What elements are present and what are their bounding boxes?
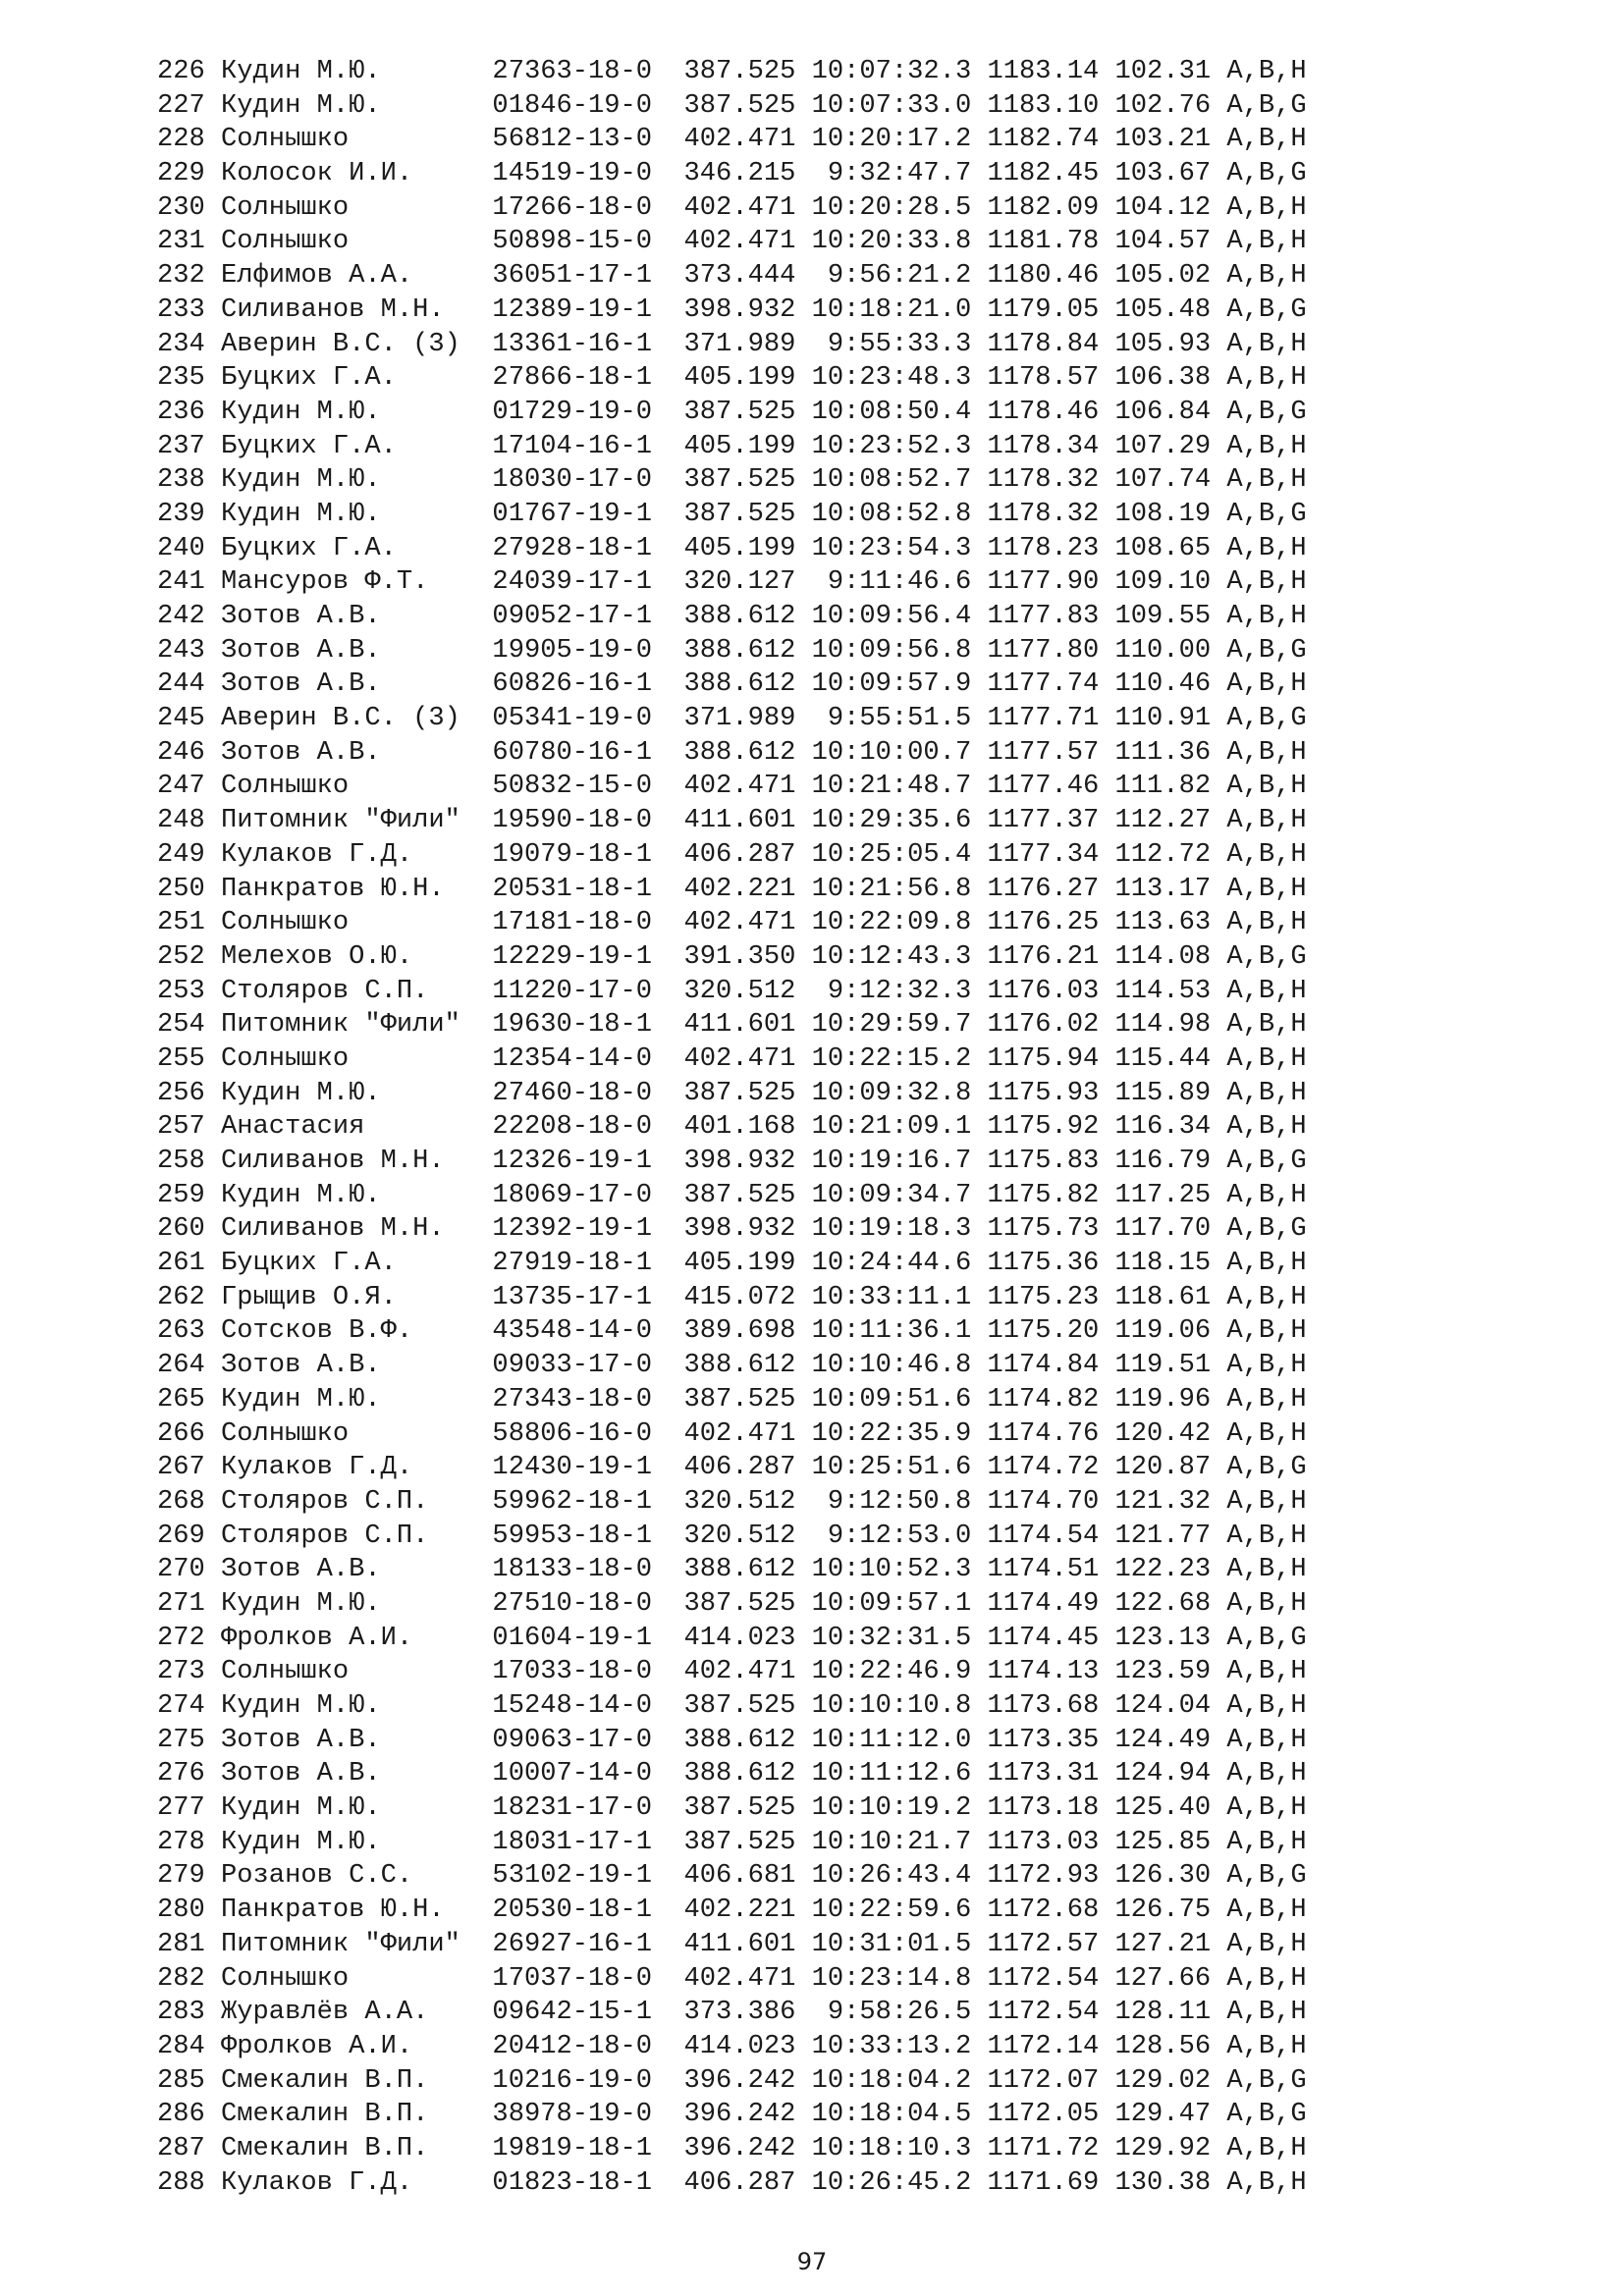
table-row: 280 Панкратов Ю.Н. 20530-18-1 402.221 10:22:59.6 1172.68 126.75 A,B,H [157, 1895, 1307, 1926]
table-row: 240 Буцких Г.А. 27928-18-1 405.199 10:23:54.3 1178.23 108.65 A,B,H [157, 532, 1307, 563]
table-row: 249 Кулаков Г.Д. 19079-18-1 406.287 10:25:05.4 1177.34 112.72 A,B,H [157, 838, 1307, 870]
table-row: 266 Солнышко 58806-16-0 402.471 10:22:35.9 1174.76 120.42 A,B,H [157, 1417, 1307, 1449]
table-row: 268 Столяров С.П. 59962-18-1 320.512 9:12:50.8 1174.70 121.32 A,B,H [157, 1485, 1307, 1517]
table-row: 285 Смекалин В.П. 10216-19-0 396.242 10:18:04.2 1172.07 129.02 A,B,G [157, 2064, 1307, 2096]
table-row: 265 Кудин М.Ю. 27343-18-0 387.525 10:09:51.6 1174.82 119.96 A,B,H [157, 1383, 1307, 1415]
table-row: 282 Солнышко 17037-18-0 402.471 10:23:14.8 1172.54 127.66 A,B,H [157, 1962, 1307, 1994]
table-row: 274 Кудин М.Ю. 15248-14-0 387.525 10:10:10.8 1173.68 124.04 A,B,H [157, 1690, 1307, 1721]
table-row: 258 Силиванов М.Н. 12326-19-1 398.932 10:19:16.7 1175.83 116.79 A,B,G [157, 1146, 1307, 1176]
table-row: 253 Столяров С.П. 11220-17-0 320.512 9:12:32.3 1176.03 114.53 A,B,H [157, 975, 1307, 1006]
table-row: 228 Солнышко 56812-13-0 402.471 10:20:17.2 1182.74 103.21 A,B,H [157, 124, 1307, 155]
table-row: 256 Кудин М.Ю. 27460-18-0 387.525 10:09:32.8 1175.93 115.89 A,B,H [157, 1077, 1307, 1108]
table-row: 236 Кудин М.Ю. 01729-19-0 387.525 10:08:50.4 1178.46 106.84 A,B,G [157, 396, 1307, 427]
table-row: 250 Панкратов Ю.Н. 20531-18-1 402.221 10:21:56.8 1176.27 113.17 A,B,H [157, 873, 1307, 904]
table-row: 276 Зотов А.В. 10007-14-0 388.612 10:11:12.6 1173.31 124.94 A,B,H [157, 1758, 1307, 1789]
table-row: 247 Солнышко 50832-15-0 402.471 10:21:48.7 1177.46 111.82 A,B,H [157, 771, 1307, 802]
page-number: 97 [796, 2248, 828, 2275]
table-row: 252 Мелехов О.Ю. 12229-19-1 391.350 10:12:43.3 1176.21 114.08 A,B,G [157, 940, 1307, 972]
table-row: 226 Кудин М.Ю. 27363-18-0 387.525 10:07:32.3 1183.14 102.31 A,B,H [157, 56, 1307, 86]
table-row: 277 Кудин М.Ю. 18231-17-0 387.525 10:10:19.2 1173.18 125.40 A,B,H [157, 1792, 1307, 1824]
table-row: 263 Сотсков В.Ф. 43548-14-0 389.698 10:11:36.1 1175.20 119.06 A,B,H [157, 1315, 1307, 1347]
table-row: 273 Солнышко 17033-18-0 402.471 10:22:46.9 1174.13 123.59 A,B,H [157, 1656, 1307, 1687]
table-row: 231 Солнышко 50898-15-0 402.471 10:20:33.8 1181.78 104.57 A,B,H [157, 226, 1307, 257]
table-row: 278 Кудин М.Ю. 18031-17-1 387.525 10:10:21.7 1173.03 125.85 A,B,H [157, 1826, 1307, 1857]
table-row: 242 Зотов А.В. 09052-17-1 388.612 10:09:56.4 1177.83 109.55 A,B,H [157, 601, 1307, 631]
table-row: 283 Журавлёв А.А. 09642-15-1 373.386 9:58:26.5 1172.54 128.11 A,B,H [157, 1997, 1307, 2028]
table-row: 286 Смекалин В.П. 38978-19-0 396.242 10:18:04.5 1172.05 129.47 A,B,G [157, 2099, 1307, 2130]
table-row: 288 Кулаков Г.Д. 01823-18-1 406.287 10:26:45.2 1171.69 130.38 A,B,H [157, 2166, 1307, 2198]
table-row: 287 Смекалин В.П. 19819-18-1 396.242 10:18:10.3 1171.72 129.92 A,B,H [157, 2132, 1307, 2163]
table-row: 244 Зотов А.В. 60826-16-1 388.612 10:09:57.9 1177.74 110.46 A,B,H [157, 668, 1307, 700]
table-row: 235 Буцких Г.А. 27866-18-1 405.199 10:23:48.3 1178.57 106.38 A,B,H [157, 362, 1307, 394]
table-row: 279 Розанов С.С. 53102-19-1 406.681 10:26:43.4 1172.93 126.30 A,B,G [157, 1860, 1307, 1892]
table-row: 270 Зотов А.В. 18133-18-0 388.612 10:10:52.3 1174.51 122.23 A,B,H [157, 1554, 1307, 1585]
table-row: 245 Аверин В.С. (3) 05341-19-0 371.989 9:55:51.5 1177.71 110.91 A,B,G [157, 703, 1307, 734]
table-row: 260 Силиванов М.Н. 12392-19-1 398.932 10:19:18.3 1175.73 117.70 A,B,G [157, 1213, 1307, 1245]
table-row: 269 Столяров С.П. 59953-18-1 320.512 9:12:53.0 1174.54 121.77 A,B,H [157, 1520, 1307, 1551]
table-row: 251 Солнышко 17181-18-0 402.471 10:22:09.8 1176.25 113.63 A,B,H [157, 907, 1307, 938]
table-row: 261 Буцких Г.А. 27919-18-1 405.199 10:24:44.6 1175.36 118.15 A,B,H [157, 1248, 1307, 1279]
table-row: 257 Анастасия 22208-18-0 401.168 10:21:09.1 1175.92 116.34 A,B,H [157, 1111, 1307, 1143]
table-row: 272 Фролков А.И. 01604-19-1 414.023 10:32:31.5 1174.45 123.13 A,B,G [157, 1622, 1307, 1653]
table-row: 233 Силиванов М.Н. 12389-19-1 398.932 10:18:21.0 1179.05 105.48 A,B,G [157, 294, 1307, 325]
table-row: 284 Фролков А.И. 20412-18-0 414.023 10:33:13.2 1172.14 128.56 A,B,H [157, 2030, 1307, 2061]
table-row: 248 Питомник "Фили" 19590-18-0 411.601 10:29:35.6 1177.37 112.27 A,B,H [157, 805, 1307, 836]
table-row: 255 Солнышко 12354-14-0 402.471 10:22:15.2 1175.94 115.44 A,B,H [157, 1042, 1307, 1074]
table-row: 267 Кулаков Г.Д. 12430-19-1 406.287 10:25:51.6 1174.72 120.87 A,B,G [157, 1452, 1307, 1483]
table-row: 239 Кудин М.Ю. 01767-19-1 387.525 10:08:52.8 1178.32 108.19 A,B,G [157, 498, 1307, 529]
table-row: 259 Кудин М.Ю. 18069-17-0 387.525 10:09:34.7 1175.82 117.25 A,B,H [157, 1179, 1307, 1210]
table-row: 275 Зотов А.В. 09063-17-0 388.612 10:11:12.0 1173.35 124.49 A,B,H [157, 1724, 1307, 1755]
table-row: 238 Кудин М.Ю. 18030-17-0 387.525 10:08:52.7 1178.32 107.74 A,B,H [157, 464, 1307, 496]
table-row: 262 Грыщив О.Я. 13735-17-1 415.072 10:33:11.1 1175.23 118.61 A,B,H [157, 1281, 1307, 1312]
table-row: 237 Буцких Г.А. 17104-16-1 405.199 10:23:52.3 1178.34 107.29 A,B,H [157, 430, 1307, 461]
table-row: 246 Зотов А.В. 60780-16-1 388.612 10:10:00.7 1177.57 111.36 A,B,H [157, 736, 1307, 768]
table-row: 241 Мансуров Ф.Т. 24039-17-1 320.127 9:11:46.6 1177.90 109.10 A,B,H [157, 566, 1307, 598]
table-row: 271 Кудин М.Ю. 27510-18-0 387.525 10:09:57.1 1174.49 122.68 A,B,H [157, 1587, 1307, 1619]
table-row: 254 Питомник "Фили" 19630-18-1 411.601 10:29:59.7 1176.02 114.98 A,B,H [157, 1009, 1307, 1041]
table-row: 264 Зотов А.В. 09033-17-0 388.612 10:10:46.8 1174.84 119.51 A,B,H [157, 1350, 1307, 1381]
table-row: 229 Колосок И.И. 14519-19-0 346.215 9:32:47.7 1182.45 103.67 A,B,G [157, 158, 1307, 189]
table-row: 230 Солнышко 17266-18-0 402.471 10:20:28.5 1182.09 104.12 A,B,H [157, 191, 1307, 223]
table-row: 232 Елфимов А.А. 36051-17-1 373.444 9:56:21.2 1180.46 105.02 A,B,H [157, 260, 1307, 292]
table-row: 281 Питомник "Фили" 26927-16-1 411.601 10:31:01.5 1172.57 127.21 A,B,H [157, 1928, 1307, 1959]
table-row: 227 Кудин М.Ю. 01846-19-0 387.525 10:07:33.0 1183.10 102.76 A,B,G [157, 89, 1307, 121]
results-table [157, 55, 1307, 2200]
table-row: 234 Аверин В.С. (3) 13361-16-1 371.989 9:55:33.3 1178.84 105.93 A,B,H [157, 328, 1307, 359]
table-row: 243 Зотов А.В. 19905-19-0 388.612 10:09:56.8 1177.80 110.00 A,B,G [157, 634, 1307, 666]
